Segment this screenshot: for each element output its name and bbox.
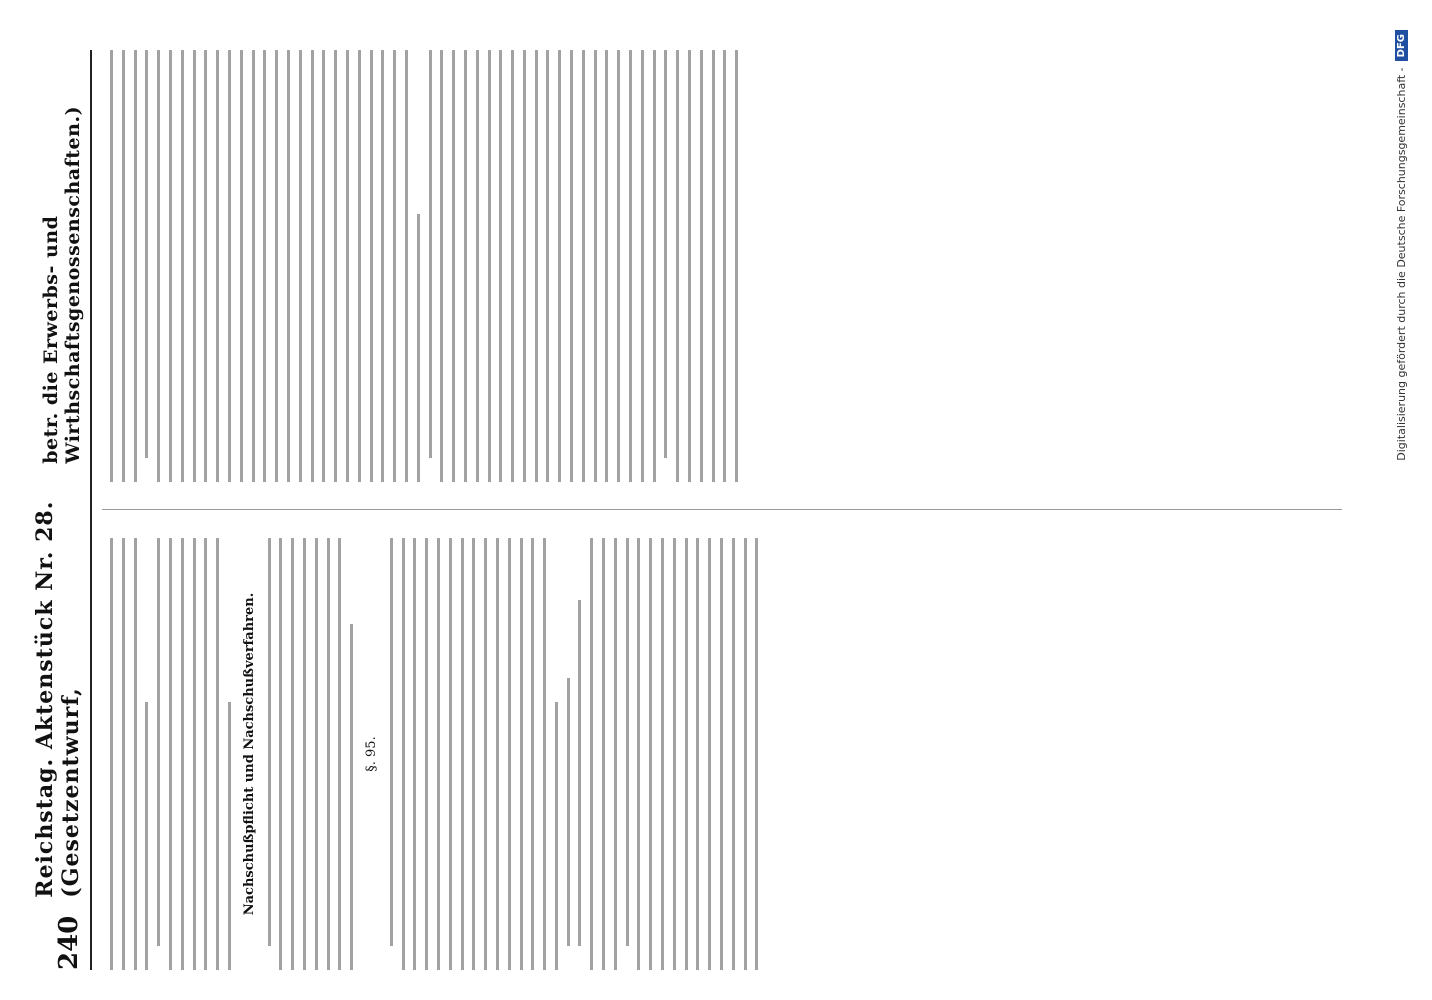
body-text-line <box>437 538 440 970</box>
body-text-line <box>546 50 549 482</box>
section-heading: Nachschußpflicht und Nachschußverfahren. <box>241 592 257 916</box>
digitization-credit <box>1386 30 1416 970</box>
body-text-line <box>134 538 137 970</box>
credit-text: Digitalisierung gefördert durch die Deutsche Forschungsgemeinschaft - <box>1394 67 1408 461</box>
body-text-line <box>696 538 699 970</box>
body-text-line <box>614 538 617 970</box>
body-text-line <box>169 50 172 482</box>
body-text-line <box>157 50 160 482</box>
dfg-logo-badge: DFG <box>1395 30 1408 61</box>
header-left-title: Reichstag. Aktenstück Nr. 28. (Gesetzentwurf, <box>32 500 84 898</box>
body-text-line <box>440 50 443 482</box>
body-text-line <box>723 50 726 482</box>
body-text-line <box>303 538 306 970</box>
body-text-line <box>169 538 172 970</box>
body-text-line <box>476 50 479 482</box>
body-text-line <box>425 538 428 970</box>
body-text-line <box>508 538 511 970</box>
body-text-line <box>732 538 735 970</box>
body-text-line <box>350 624 353 970</box>
body-text-line <box>315 538 318 970</box>
right-column <box>102 50 1342 482</box>
body-text-line <box>653 50 656 482</box>
column-divider <box>102 509 1342 510</box>
body-text-line <box>744 538 747 970</box>
body-text-line <box>181 538 184 970</box>
body-text-line <box>110 538 113 970</box>
body-text-line <box>390 538 393 946</box>
page-number: 240 <box>54 915 84 970</box>
body-text-line <box>327 538 330 970</box>
body-text-line <box>461 538 464 970</box>
body-text-line <box>216 538 219 970</box>
body-text-line <box>122 538 125 970</box>
body-text-line <box>661 538 664 970</box>
section-mark: §. 95. <box>363 736 379 772</box>
body-text-line <box>688 50 691 482</box>
body-text-line <box>193 50 196 482</box>
body-text-line <box>488 50 491 482</box>
body-text-line <box>649 538 652 970</box>
header-right-title: betr. die Erwerbs- und Wirthschaftsgenossenschaften.) <box>40 105 84 464</box>
body-text-line <box>370 50 373 482</box>
body-text-line <box>299 50 302 482</box>
body-text-line <box>287 50 290 482</box>
body-text-line <box>279 538 282 970</box>
page-header <box>32 50 84 970</box>
body-text-line <box>629 50 632 482</box>
body-text-line <box>720 538 723 970</box>
body-text-line <box>358 50 361 482</box>
body-text-line <box>523 50 526 482</box>
body-text-line <box>268 538 271 946</box>
body-text-line <box>664 50 667 458</box>
body-text-line <box>685 538 688 970</box>
body-text-line <box>594 50 597 482</box>
body-text-line <box>602 538 605 970</box>
body-text-line <box>145 50 148 458</box>
body-text-line <box>393 50 396 482</box>
body-text-line <box>708 538 711 970</box>
body-text-line <box>405 50 408 482</box>
body-text-line <box>429 50 432 458</box>
body-text-line <box>204 50 207 482</box>
body-text-line <box>499 50 502 482</box>
body-text-line <box>637 538 640 970</box>
body-text-line <box>700 50 703 482</box>
left-column <box>102 538 1342 970</box>
body-text-line <box>570 50 573 482</box>
body-text-line <box>511 50 514 482</box>
body-text-line <box>472 538 475 970</box>
body-text-line <box>263 50 266 482</box>
body-text-line <box>134 50 137 482</box>
body-text-line <box>617 50 620 482</box>
body-text-line <box>413 538 416 970</box>
body-text-line <box>755 538 758 970</box>
body-text-line <box>275 50 278 482</box>
body-text-line <box>543 538 546 970</box>
body-text-line <box>449 538 452 970</box>
body-text-line <box>216 50 219 482</box>
body-text-line <box>291 538 294 970</box>
body-text-line <box>346 50 349 482</box>
body-text-line <box>673 538 676 970</box>
body-text-line <box>181 50 184 482</box>
body-text-line <box>520 538 523 970</box>
body-text-line <box>240 50 243 482</box>
body-text-line <box>228 702 231 970</box>
body-text-line <box>402 538 405 970</box>
body-text-line <box>322 50 325 482</box>
body-text-line <box>578 600 581 946</box>
body-text-line <box>555 702 558 970</box>
body-text-line <box>626 538 629 946</box>
header-rule <box>90 50 92 970</box>
body-text-line <box>735 50 738 482</box>
body-text-line <box>110 50 113 482</box>
body-text-line <box>484 538 487 970</box>
body-text-line <box>531 538 534 970</box>
body-text-line <box>157 538 160 946</box>
body-text-line <box>417 214 420 482</box>
body-text-line <box>228 50 231 482</box>
body-text-line <box>676 50 679 482</box>
body-text-line <box>567 678 570 946</box>
body-text-line <box>311 50 314 482</box>
body-text-line <box>338 538 341 970</box>
body-text-line <box>641 50 644 482</box>
body-text-line <box>712 50 715 482</box>
body-text-line <box>204 538 207 970</box>
body-text-line <box>193 538 196 970</box>
body-text-line <box>496 538 499 970</box>
body-text-line <box>145 702 148 970</box>
rotated-page-content <box>32 40 1360 980</box>
body-text-line <box>535 50 538 482</box>
body-text-line <box>252 50 255 482</box>
body-text-line <box>452 50 455 482</box>
body-text-line <box>334 50 337 482</box>
body-text-line <box>558 50 561 482</box>
body-text-line <box>590 538 593 970</box>
body-text-line <box>122 50 125 482</box>
body-text-line <box>605 50 608 482</box>
body-text-line <box>381 50 384 482</box>
body-text-line <box>464 50 467 482</box>
body-text-line <box>582 50 585 482</box>
